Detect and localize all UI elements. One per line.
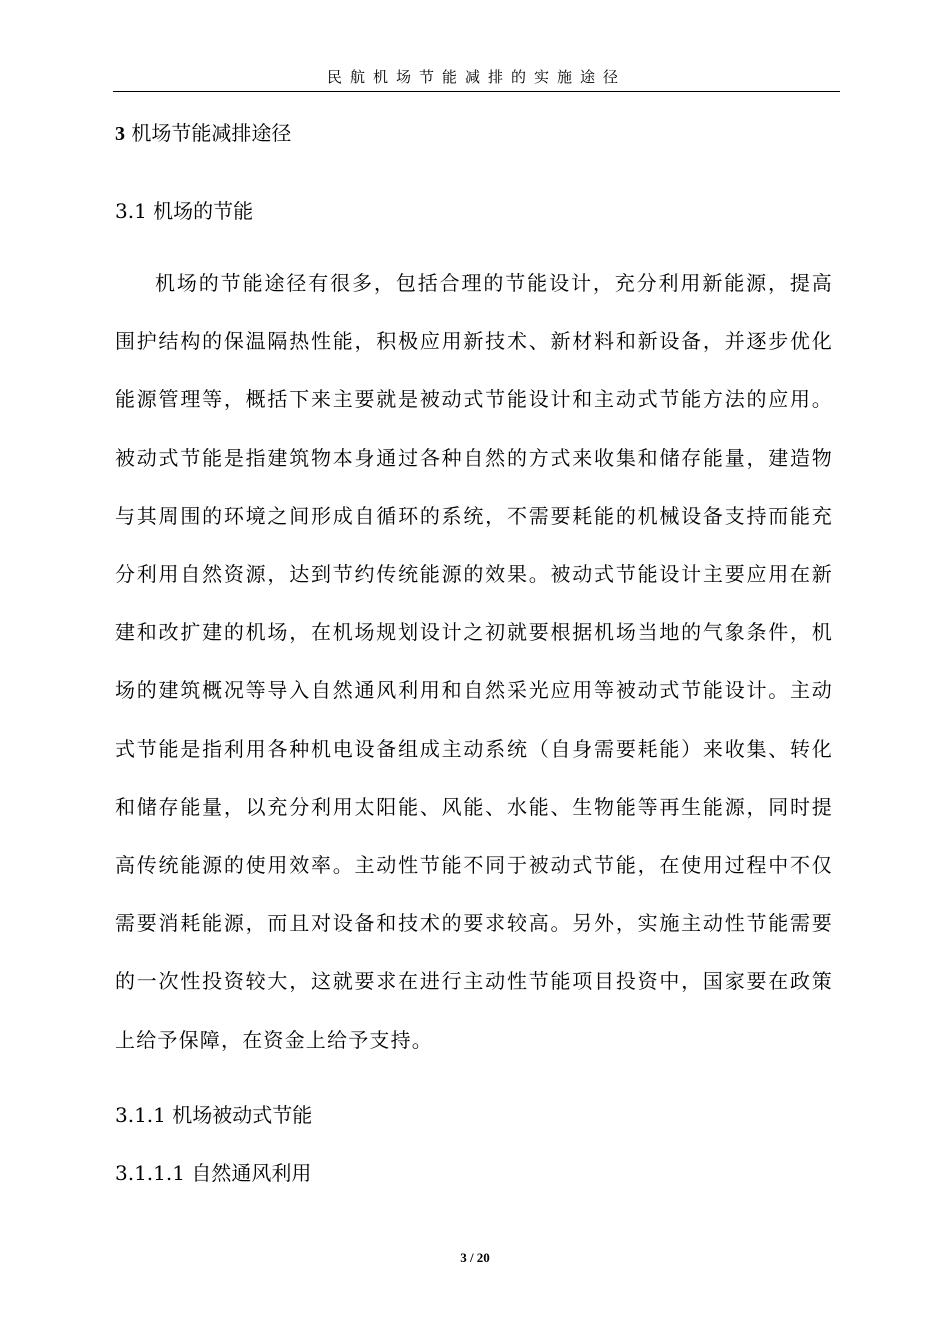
subsection-heading: 3.1 机场的节能 <box>115 199 254 223</box>
body-paragraph: 机场的节能途径有很多，包括合理的节能设计，充分利用新能源，提高围护结构的保温隔热性能，积极应用新技术、新材料和新设备，并逐步优化能源管理等，概括下来主要就是被动式节能设计和主动式节能方法的应用。被动式节能是指建筑物本身通过各种自然的方式来收集和储存能量，建造物与其周围的环境之间形成自循环的系统，不需要耗能的机械设备支持而能充分利用自然资源，达到节约传统能源的效果。被动式节能设计主要应用在新建和改扩建的机场，在机场规划设计之初就要根据机场当地的气象条件，机场的建筑概况等导入自然通风利用和自然采光应用等被动式节能设计。主动式节能是指利用各种机电设备组成主动系统（自身需要耗能）来收集、转化和储存能量，以充分利用太阳能、风能、水能、生物能等再生能源，同时提高传统能源的使用效率。主动性节能不同于被动式节能，在使用过程中不仅需要消耗能源，而且对设备和技术的要求较高。另外，实施主动性节能需要的一次性投资较大，这就要求在进行主动性节能项目投资中，国家要在政策上给予保障，在资金上给予支持。 <box>115 271 833 1052</box>
header-rule <box>113 91 840 92</box>
section-title: 机场节能减排途径 <box>131 121 292 145</box>
running-header: 民航机场节能减排的实施途径 <box>326 68 626 86</box>
subsubsection-heading: 3.1.1 机场被动式节能 <box>115 1103 313 1127</box>
section-heading <box>115 118 291 149</box>
subsubsubsection-heading: 3.1.1.1 自然通风利用 <box>115 1161 312 1185</box>
page-number: 3 / 20 <box>460 1250 490 1265</box>
section-number: 3 <box>115 123 125 145</box>
